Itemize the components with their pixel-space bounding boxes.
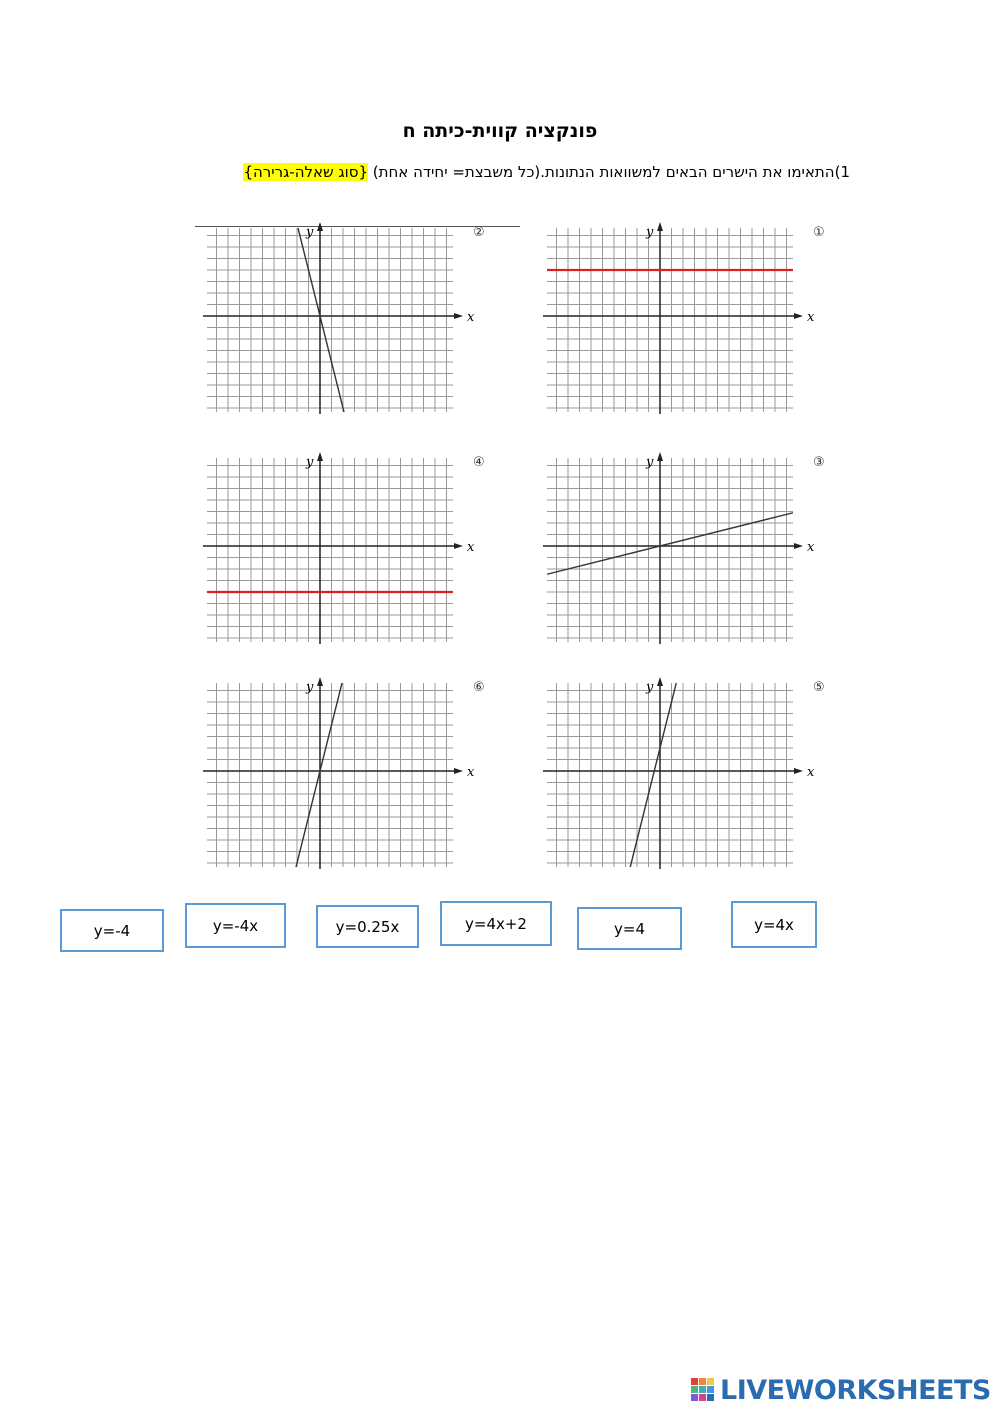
- y-axis-label: y: [306, 225, 314, 240]
- x-axis-label: x: [807, 310, 815, 325]
- y-axis-label: y: [646, 225, 654, 240]
- x-axis-label: x: [807, 765, 815, 780]
- x-axis-label: x: [467, 310, 475, 325]
- x-axis-arrow: [454, 313, 463, 319]
- liveworksheets-logo: [690, 1374, 991, 1406]
- x-axis-arrow: [454, 768, 463, 774]
- answer-box-6[interactable]: y=4x: [731, 901, 817, 948]
- x-axis-label: x: [467, 540, 475, 555]
- coordinate-grid: [195, 675, 485, 875]
- y-axis-arrow: [317, 222, 323, 231]
- x-axis-arrow: [454, 543, 463, 549]
- function-line: [547, 513, 793, 575]
- y-axis-arrow: [317, 677, 323, 686]
- y-axis-arrow: [657, 222, 663, 231]
- answer-box-4[interactable]: y=4x+2: [440, 901, 552, 946]
- y-axis-label: y: [306, 680, 314, 695]
- x-axis-arrow: [794, 543, 803, 549]
- graph-number: ③: [813, 455, 825, 470]
- graph-1: [535, 220, 825, 420]
- coordinate-grid: [195, 450, 485, 650]
- coordinate-grid: [195, 220, 485, 420]
- logo-text: LIVEWORKSHEETS: [720, 1374, 991, 1406]
- graph-2: [195, 220, 485, 420]
- answer-box-3[interactable]: y=0.25x: [316, 905, 419, 948]
- logo-icon: [690, 1377, 716, 1403]
- x-axis-arrow: [794, 313, 803, 319]
- answer-box-5[interactable]: y=4: [577, 907, 682, 950]
- graph-number: ①: [813, 225, 825, 240]
- y-axis-arrow: [657, 452, 663, 461]
- graph-5: [535, 675, 825, 875]
- instructions-text: 1)התאימו את הישרים הבאים למשוואות הנתונות.(כל משבצת= יחידה אחת): [368, 163, 850, 181]
- y-axis-label: y: [646, 680, 654, 695]
- graph-number: ⑥: [473, 680, 485, 695]
- instructions: [50, 163, 850, 181]
- y-axis-label: y: [646, 455, 654, 470]
- graph-number: ④: [473, 455, 485, 470]
- y-axis-arrow: [317, 452, 323, 461]
- coordinate-grid: [535, 675, 825, 875]
- y-axis-label: y: [306, 455, 314, 470]
- y-axis-arrow: [657, 677, 663, 686]
- x-axis-arrow: [794, 768, 803, 774]
- function-line: [298, 228, 344, 412]
- answer-box-2[interactable]: y=-4x: [185, 903, 286, 948]
- x-axis-label: x: [807, 540, 815, 555]
- answer-box-1[interactable]: y=-4: [60, 909, 164, 952]
- graph-6: [195, 675, 485, 875]
- coordinate-grid: [535, 220, 825, 420]
- graph-number: ⑤: [813, 680, 825, 695]
- question-type-highlight: {סוג שאלה-גרירה}: [243, 163, 368, 181]
- x-axis-label: x: [467, 765, 475, 780]
- coordinate-grid: [535, 450, 825, 650]
- graph-number: ②: [473, 225, 485, 240]
- function-line: [296, 683, 342, 867]
- graph-4: [195, 450, 485, 650]
- graph-3: [535, 450, 825, 650]
- worksheet-title: פונקציה קווית-כיתה ח: [402, 120, 598, 142]
